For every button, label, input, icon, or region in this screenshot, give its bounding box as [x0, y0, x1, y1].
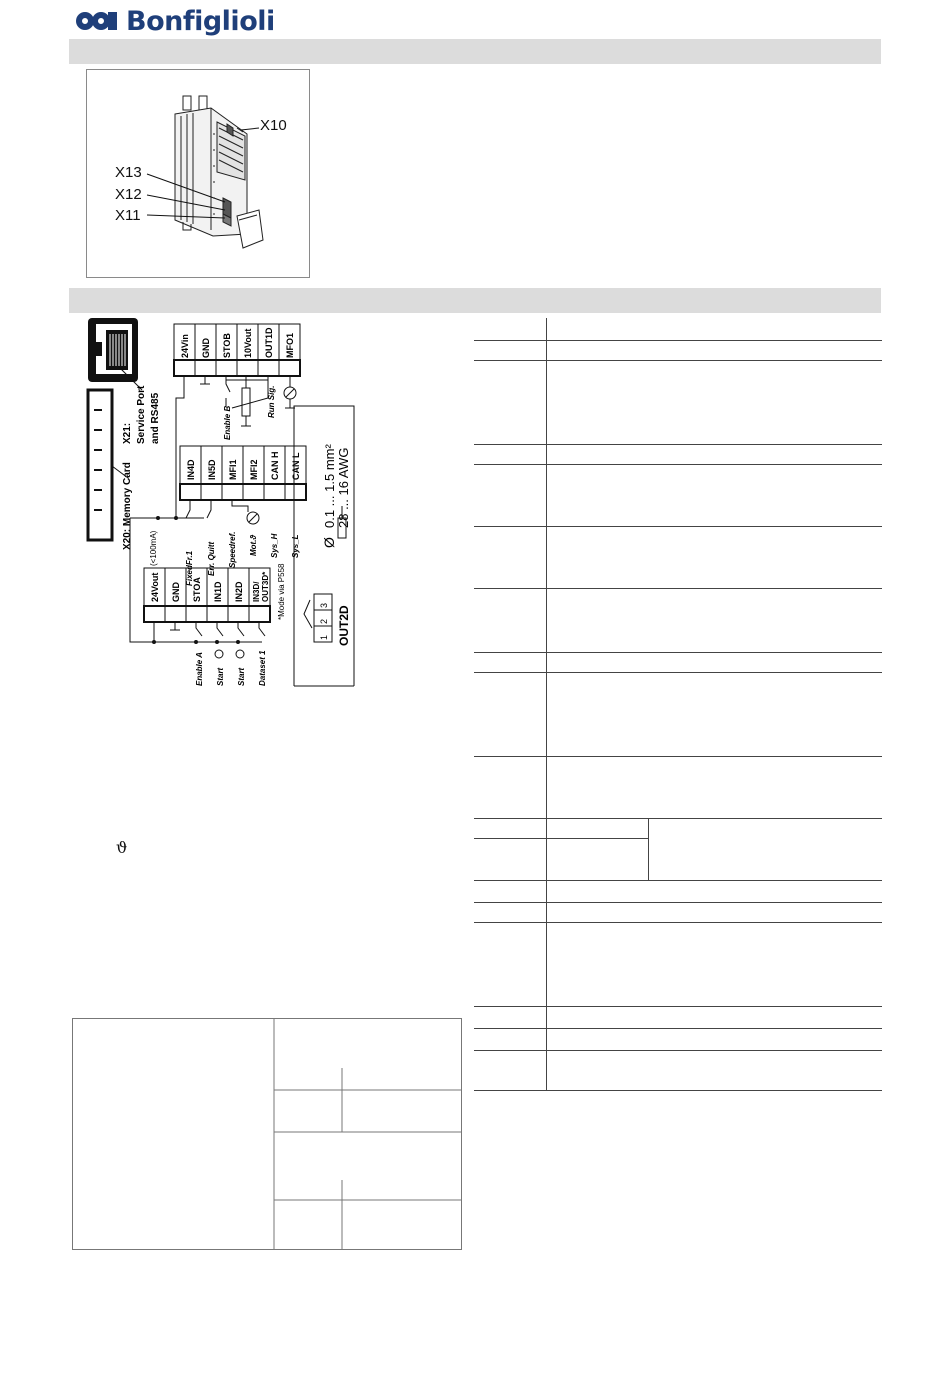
table-row-divider	[474, 340, 882, 341]
x21-label-service: Service Port	[136, 385, 147, 444]
diameter-symbol: Ø	[321, 537, 337, 548]
out2d-label: OUT2D	[337, 605, 351, 646]
table-row-divider	[474, 360, 882, 361]
table-column-divider	[546, 318, 547, 1090]
terminal-24vout: 24Vout	[150, 572, 160, 602]
table-row-divider	[474, 902, 882, 903]
rotation-arrow-icon	[215, 650, 244, 658]
terminal-gnd-bottom: GND	[171, 582, 181, 602]
terminal-stob: STOB	[222, 333, 232, 358]
table-row-divider	[474, 880, 882, 881]
sys-h-label: Sys_H	[270, 533, 279, 558]
terminal-gnd-top: GND	[201, 338, 211, 358]
table-row-divider	[474, 756, 882, 757]
table-row-divider	[474, 1090, 882, 1091]
terminal-can-l: CAN L	[291, 452, 301, 480]
terminal-mfi1: MFI1	[228, 459, 238, 480]
table-row-divider	[474, 444, 882, 445]
terminal-out1d: OUT1D	[264, 327, 274, 358]
memory-card-slot-icon	[88, 390, 112, 540]
start-ccw-label: Start	[237, 667, 246, 686]
table-row-divider	[474, 526, 882, 527]
jumper-pin-1: 1	[319, 634, 329, 640]
x21-label: X21:	[122, 422, 133, 444]
out2d-jumper	[304, 594, 332, 642]
jumper-pin-2: 2	[319, 618, 329, 624]
table-row-divider	[474, 672, 882, 673]
middle-terminal-block	[180, 446, 306, 500]
terminal-mfi2: MFI2	[249, 459, 259, 480]
connector-label-x10: X10	[260, 117, 287, 134]
wiring-diagram-svg	[72, 318, 372, 698]
table-row-divider	[474, 588, 882, 589]
brand-logo	[72, 4, 312, 38]
section-header-band	[69, 288, 881, 313]
brand-name: Bonfiglioli	[126, 5, 275, 37]
err-quit-label: Err. Quitt	[207, 541, 216, 576]
top-terminal-block	[174, 324, 300, 376]
table-row-divider	[474, 922, 882, 923]
device-figure	[86, 69, 310, 278]
section-header-band	[69, 39, 881, 64]
connector-label-x12: X12	[115, 186, 142, 203]
terminal-can-h: CAN H	[270, 451, 280, 480]
specification-table	[72, 1018, 462, 1250]
table-row-divider	[474, 652, 882, 653]
mode-note: *Mode via P558	[277, 563, 286, 620]
sys-l-label: Sys_L	[291, 534, 300, 558]
terminal-in1d: IN1D	[213, 581, 223, 602]
fixed-fr-label: FixedFr.1	[185, 550, 194, 586]
enable-b-label: Enable B	[223, 405, 232, 440]
terminal-description-table	[474, 318, 882, 1093]
jumper-pin-3: 3	[319, 602, 329, 608]
theta-symbol: ϑ	[116, 838, 128, 857]
connector-label-x13: X13	[115, 164, 142, 181]
terminal-in3d-out3d: IN3D/OUT3D*	[252, 571, 270, 602]
x20-label: X20: Memory Card	[122, 462, 133, 550]
terminal-10vout: 10Vout	[243, 328, 253, 358]
x21-label-rs485: and RS485	[150, 392, 161, 444]
current-limit-label: (<100mA)	[149, 530, 158, 566]
table-row-divider	[474, 838, 648, 839]
terminal-stoa: STOA	[192, 577, 202, 602]
table-row-divider	[474, 818, 882, 819]
table-row-divider	[474, 1028, 882, 1029]
table-column-divider	[648, 818, 649, 880]
terminal-in4d: IN4D	[186, 459, 196, 480]
start-cw-label: Start	[216, 667, 225, 686]
mot-temp-label: Mot.ϑ	[249, 534, 258, 556]
connector-label-x11: X11	[115, 207, 141, 224]
terminal-24vin: 24Vin	[180, 334, 190, 358]
terminal-wiring-diagram	[72, 318, 372, 703]
table-row-divider	[474, 1050, 882, 1051]
terminal-mfo1: MFO1	[285, 332, 295, 358]
terminal-in5d: IN5D	[207, 459, 217, 480]
enable-a-label: Enable A	[195, 652, 204, 686]
run-sig-label: Run Sig.	[267, 385, 276, 418]
dataset-label: Dataset 1	[258, 650, 267, 686]
specification-table-grid	[72, 1018, 462, 1250]
terminal-in2d: IN2D	[234, 581, 244, 602]
wire-cross-section: 0.1 ... 1.5 mm²	[322, 444, 337, 528]
table-row-divider	[474, 1006, 882, 1007]
rj45-port-icon	[88, 318, 138, 382]
bonfiglioli-logo-icon	[72, 7, 120, 35]
speedref-label: Speedref.	[228, 531, 237, 568]
wire-awg: 28 ... 16 AWG	[336, 447, 351, 528]
table-row-divider	[474, 464, 882, 465]
